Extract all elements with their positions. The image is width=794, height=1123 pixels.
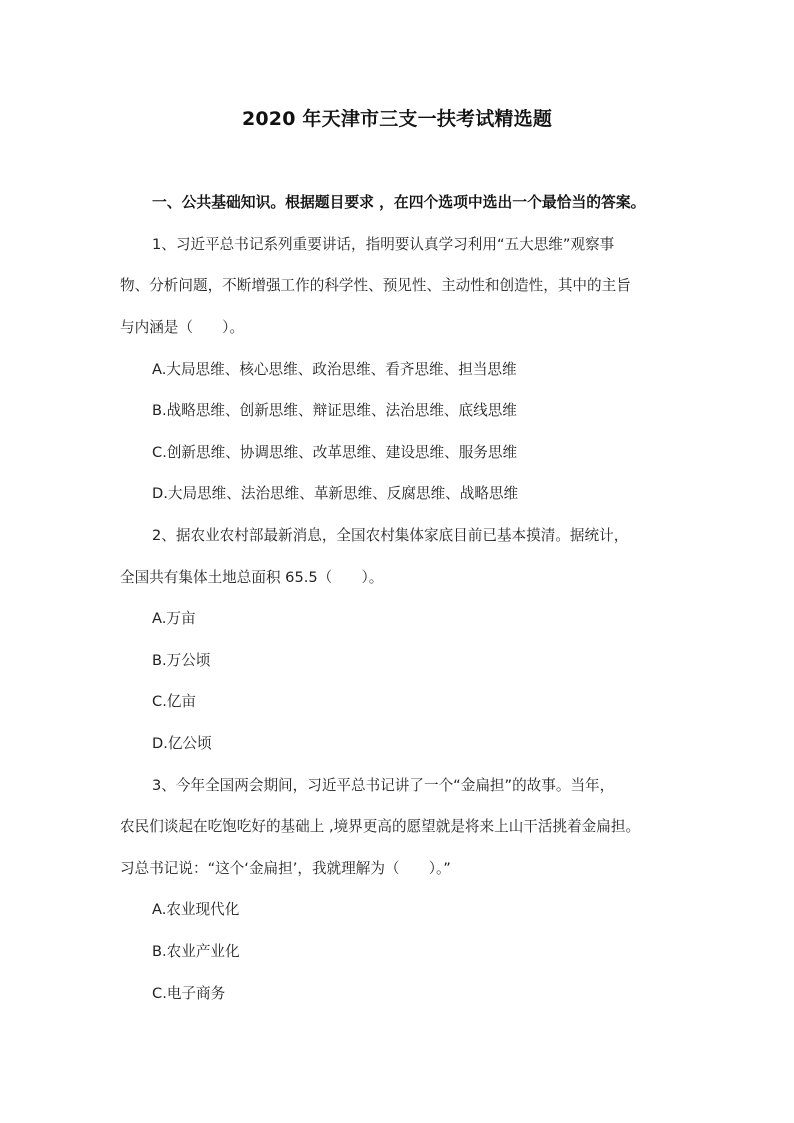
question-2-line-2: 全国共有集体土地总面积 65.5（ ）。 (120, 569, 384, 586)
question-1-option-c: C.创新思维、协调思维、改革思维、建设思维、服务思维 (152, 444, 518, 461)
question-2-option-b: B.万公顷 (152, 652, 211, 669)
question-2-option-c: C.亿亩 (152, 693, 197, 710)
question-3-option-a: A.农业现代化 (152, 901, 240, 918)
question-3-option-c: C.电子商务 (152, 985, 226, 1002)
question-3-line-1: 3、今年全国两会期间，习近平总书记讲了一个“金扁担”的故事。当年， (152, 777, 615, 794)
question-1-line-2: 物、分析问题，不断增强工作的科学性、预见性、主动性和创造性，其中的主旨 (120, 277, 631, 294)
question-3-line-3: 习总书记说：“这个‘金扁担’，我就理解为（ ）。” (120, 860, 451, 877)
question-3-line-2: 农民们谈起在吃饱吃好的基础上 ,境界更高的愿望就是将来上山干活挑着金扁担。 (120, 818, 641, 835)
question-1-line-3: 与内涵是（ ）。 (120, 319, 245, 336)
question-1-line-1: 1、习近平总书记系列重要讲话，指明要认真学习利用“五大思维”观察事 (152, 236, 615, 253)
section-heading: 一、公共基础知识。根据题目要求 ，在四个选项中选出一个最恰当的答案。 (152, 194, 646, 211)
question-1-option-a: A.大局思维、核心思维、政治思维、看齐思维、担当思维 (152, 361, 517, 378)
question-1-option-d: D.大局思维、法治思维、革新思维、反腐思维、战略思维 (152, 485, 519, 502)
question-2-line-1: 2、据农业农村部最新消息，全国农村集体家底目前已基本摸清。据统计， (152, 527, 629, 544)
question-2-option-a: A.万亩 (152, 610, 196, 627)
question-1-option-b: B.战略思维、创新思维、辩证思维、法治思维、底线思维 (152, 402, 517, 419)
document-title: 2020 年天津市三支一扶考试精选题 (241, 108, 553, 130)
question-2-option-d: D.亿公顷 (152, 735, 212, 752)
question-3-option-b: B.农业产业化 (152, 943, 240, 960)
